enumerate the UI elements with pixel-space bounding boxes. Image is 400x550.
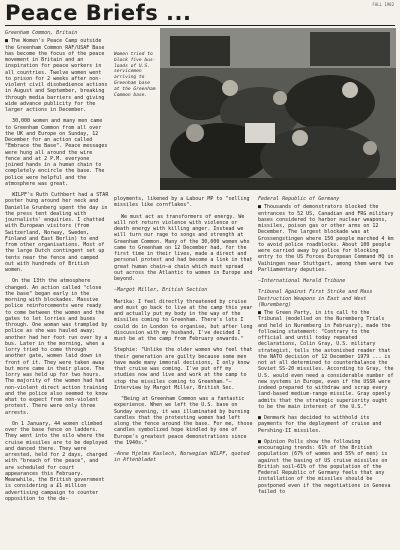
paragraph: We must act as transformers of energy. We will not return violence with violence or death energy with killing anger. Instead we will turn our rage to songs and strength at Greenham Common. Many of the 30,000 women who came to Greenham on 12 December had, for the first time in their lives, made a direct and personal protest and had become a link in that great human chain—a chain which must spread out across the Atlantic to women in Europe and beyond. — [114, 213, 253, 282]
paragraph: ■ Thousands of demonstrators blocked the entrances to 52 US, Canadian and FRG military bases considered to harbor nuclear weapons, missiles, poison gas or other arms on 12 December. The largest blockade was at Grossengstingen where 150 people marched 4 km to avoid police roadblocks. About 100 people were carried away by police for blocking entry to the US Forces European Command HQ in Vaihingen near Stuttgart, among them were two Parliamentary deputies. — [258, 204, 394, 273]
tribunal-heading: Tribunal Against First Strike and Mass Destruction Weapons in East and West (Nuremberg) — [258, 289, 373, 308]
dateline-frg: Federal Republic of Germany — [258, 196, 340, 202]
paragraph: 30,000 women and many men came to Greenham Common from all over the UK and Europe on Sunday, 12 December for an action called "Embrace the Base". Peace messages were hung all around the wire fence and at 2 P.M. everyone joined hands in a human chain to completely encircle the base. The police were helpful and the atmosphere was great. — [5, 118, 108, 187]
paragraph: ■ The Women's Peace Camp outside the Greenham Common RAF/USAF Base has become the focus of the peace movement in Britain and an inspiration for peace workers in all countries. Twelve women went to prison for 2 weeks after non-violent civil disobedience actions in August and September, breaking through media barriers and giving wide advance publicity for the larger actions in December. — [5, 38, 108, 113]
source: —International Herald Tribune — [258, 278, 346, 284]
byline: —Margot Miller, British Section — [114, 287, 208, 294]
paragraph: On 1 January, 44 women climbed over the base fence on ladders. They went into the silo where the cruise missiles are to be deployed and danced there. They were arrested, held for 2 days, charged with "breach of the peace", and are scheduled for court appearances this February. Meanwhile, the British government is considering a £1 million advertising campaign to counter opposition to the de- — [5, 420, 108, 502]
paragraph: On the 13th the atmosphere changed. An action called "close the base" began early in the morning with blockades. Massive police reinforcements were ready to come between the women and the gates to let lorries and buses through. One woman was trampled by police as she was hauled away; another had her foot run over by a bus. Later in the morning, when a lorry tried to come through another gate, women laid down in front of it. They were taken away but more came in their place. The lorry was held up for two hours. The majority of the women had had non-violent direct action training and the police also seemed to know what to expect from non-violent protest. There were only three arrests. — [5, 278, 108, 416]
quote-source: —Anne Hjelms Kaslech, Norwegian WILPF, quoted in Aftenbladet — [114, 451, 250, 464]
column-3 — [258, 196, 396, 500]
quote-stephie: Stephie: "Unlike the older women who feel that their generation are guilty because some men have made many immoral decisions, I only know that cruise was coming. I've put off my studies now and live and work at the camp to stop the missiles coming to Greenham."—Interview by Margot Miller, British Sec. — [114, 347, 253, 391]
paragraph: ■ Opinion Polls show the following encouraging trends: 61% of the British population (67% of women and 55% of men) is against the basing of US cruise missiles on British soil—61% of the population of the Federal Republic of Germany feels that any installation of the missiles should be postponed even if the negotiations in Geneva failed to — [258, 438, 391, 495]
paragraph: ployments, likened by a Labour MP to "selling missiles like cornflakes". — [114, 196, 250, 209]
paragraph: ■ The Green Party, in its call to the Tribunal (modelled on the Nuremberg Trials and held in Nuremberg in February), made the following statement: "Contrary to the official and until today repeated declarations, Colin Gray, U.S. military strategist, tells the astonished reader that the NATO decision of 12 December 1979 ... is not at all determined to counterbalance the Soviet SS-20 missiles. According to Gray, the U.S. would even need a considerable number of new systems in Europe, even if the USSR were indeed prepared to withdraw and scrap every land-based medium-range missile. Gray openly admits that the strategic superiority ought to be the main interest of the U.S." — [258, 310, 394, 410]
page-title: Peace Briefs ... — [5, 1, 192, 25]
quote-hjelms: "Being at Greenham Common was a fantastic experience. When we left the U.S. base on Sunday evening, it was illuminated by burning candles that the protesting women had left along the fence around the base. For me, those candles symbolized hope kindled by one of Europe's greatest peace demonstrations since the 1940s." — [114, 396, 253, 446]
dateline-greenham: Greenham Common, Britain — [5, 30, 78, 36]
column-2 — [114, 196, 254, 469]
photo-image — [160, 28, 396, 190]
title-rule — [5, 25, 395, 26]
photo-caption: Women tried to block five bus-loads of U.S. servicemen arriving to Greenham base at the Greenham Common base. — [114, 52, 156, 98]
issue-label: FALL 1982 — [372, 2, 394, 7]
column-1 — [5, 30, 109, 507]
paragraph: WILPF's Ruth Cuthbert had a STAR poster hung around her neck and Danielle Grunberg spent the day in the press tent dealing with journalists' enquiries. I chatted with European visitors (from Switzerland, Norway, Sweden, Finland and East Berlin) to end from other organisations. Most of the large Dutch contingent set up tents near the fence and camped out with hundreds of British women. — [5, 192, 109, 273]
paragraph: ■ Denmark has decided to withhold its payments for the deployment of cruise and Pershing-II missiles. — [258, 415, 382, 434]
protest-photo — [160, 28, 396, 190]
quote-marika: Marika: I feel directly threatened by cruise and must go back to live at the camp this year and actually put my body in the way of the missiles coming to Greenham. There's lots I could do in London to organise, but after long discussion with my husband, I've decided I must be at the camp from February onwards." — [114, 298, 253, 342]
